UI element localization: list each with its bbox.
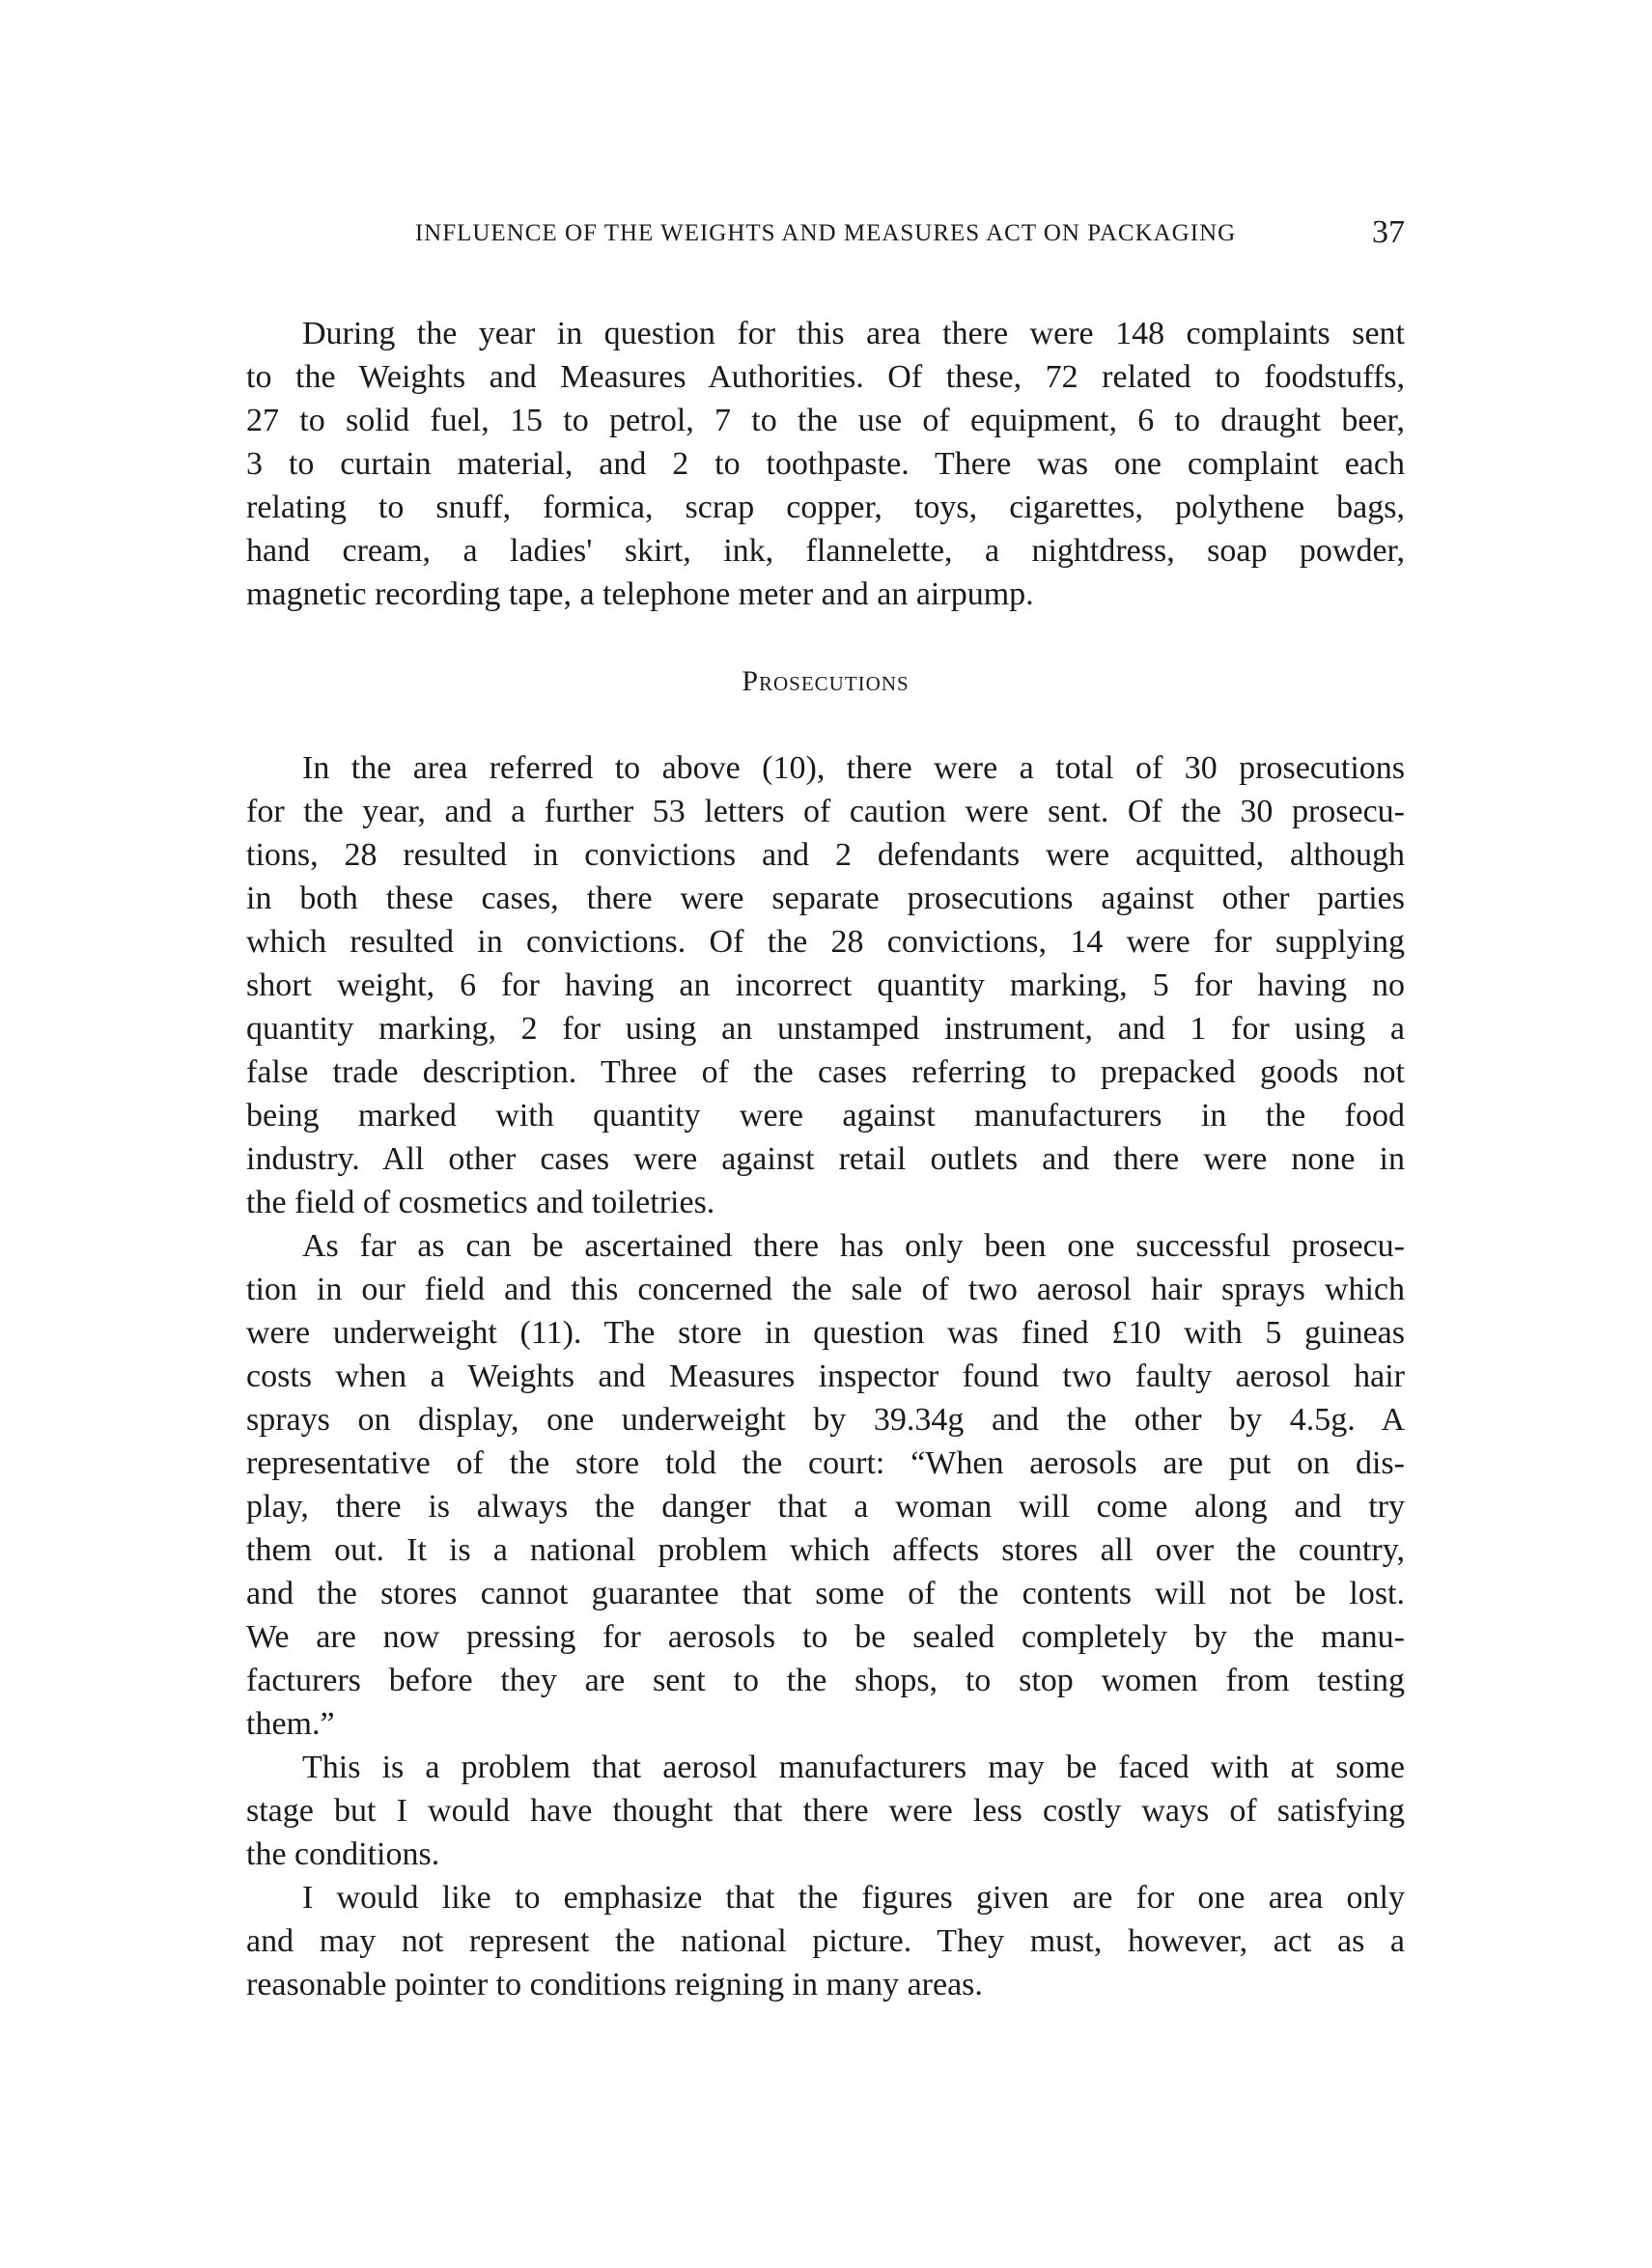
text-line: reasonable pointer to conditions reigning in many areas. bbox=[246, 1967, 983, 2002]
text-line: in both these cases, there were separate prosecutions against other parties bbox=[246, 881, 1405, 916]
text-line: being marked with quantity were against manufacturers in the food bbox=[246, 1098, 1405, 1134]
text-line: tions, 28 resulted in convictions and 2 defendants were acquitted, although bbox=[246, 837, 1405, 873]
text-line: During the year in question for this area there were 148 complaints sent bbox=[302, 316, 1405, 351]
text-line: 27 to solid fuel, 15 to petrol, 7 to the use of equipment, 6 to draught beer, bbox=[246, 403, 1405, 438]
text-line: for the year, and a further 53 letters of caution were sent. Of the 30 prosecu- bbox=[246, 794, 1405, 829]
text-line: magnetic recording tape, a telephone meter and an airpump. bbox=[246, 576, 1034, 612]
text-line: to the Weights and Measures Authorities. Of these, 72 related to foodstuffs, bbox=[246, 359, 1405, 395]
text-line: costs when a Weights and Measures inspector found two faulty aerosol hair bbox=[246, 1358, 1405, 1394]
text-line: them.” bbox=[246, 1706, 335, 1742]
text-line: This is a problem that aerosol manufacturers may be faced with at some bbox=[302, 1750, 1405, 1785]
text-line: the field of cosmetics and toiletries. bbox=[246, 1185, 715, 1220]
text-line: sprays on display, one underweight by 39.34g and the other by 4.5g. A bbox=[246, 1402, 1405, 1438]
text-line: were underweight (11). The store in question was fined £10 with 5 guineas bbox=[246, 1315, 1405, 1351]
text-line: As far as can be ascertained there has only been one successful prosecu- bbox=[302, 1228, 1405, 1264]
text-line: industry. All other cases were against retail outlets and there were none in bbox=[246, 1141, 1405, 1177]
text-line: tion in our field and this concerned the sale of two aerosol hair sprays which bbox=[246, 1272, 1405, 1307]
text-line: stage but I would have thought that there were less costly ways of satisfying bbox=[246, 1793, 1405, 1829]
text-line: quantity marking, 2 for using an unstamped instrument, and 1 for using a bbox=[246, 1011, 1405, 1047]
section-heading: Prosecutions bbox=[742, 665, 910, 697]
paragraph bbox=[246, 312, 1405, 616]
text-line: which resulted in convictions. Of the 28 convictions, 14 were for supplying bbox=[246, 924, 1405, 960]
text-line: representative of the store told the court: “When aerosols are put on dis- bbox=[246, 1445, 1405, 1481]
text-line: play, there is always the danger that a woman will come along and try bbox=[246, 1489, 1405, 1525]
text-line: false trade description. Three of the cases referring to prepacked goods not bbox=[246, 1054, 1405, 1090]
text-line: and may not represent the national picture. They must, however, act as a bbox=[246, 1923, 1405, 1959]
text-line: In the area referred to above (10), there were a total of 30 prosecutions bbox=[302, 750, 1405, 786]
text-line: We are now pressing for aerosols to be sealed completely by the manu- bbox=[246, 1619, 1405, 1655]
paragraph bbox=[246, 1876, 1405, 2006]
paragraph bbox=[246, 746, 1405, 1224]
text-line: the conditions. bbox=[246, 1836, 440, 1872]
text-line: 3 to curtain material, and 2 to toothpaste. There was one complaint each bbox=[246, 446, 1405, 482]
text-line: hand cream, a ladies' skirt, ink, flannelette, a nightdress, soap powder, bbox=[246, 533, 1405, 569]
text-line: relating to snuff, formica, scrap copper, toys, cigarettes, polythene bags, bbox=[246, 490, 1405, 525]
paragraph bbox=[246, 1224, 1405, 1746]
paragraph bbox=[246, 1746, 1405, 1876]
running-head: INFLUENCE OF THE WEIGHTS AND MEASURES ACT ON PACKAGING bbox=[414, 220, 1237, 246]
text-line: facturers before they are sent to the shops, to stop women from testing bbox=[246, 1663, 1405, 1698]
text-line: and the stores cannot guarantee that some of the contents will not be lost. bbox=[246, 1576, 1405, 1611]
text-line: I would like to emphasize that the figures given are for one area only bbox=[302, 1880, 1405, 1916]
text-line: them out. It is a national problem which affects stores all over the country, bbox=[246, 1532, 1405, 1568]
text-line: short weight, 6 for having an incorrect quantity marking, 5 for having no bbox=[246, 967, 1405, 1003]
page-number: 37 bbox=[1372, 214, 1405, 250]
